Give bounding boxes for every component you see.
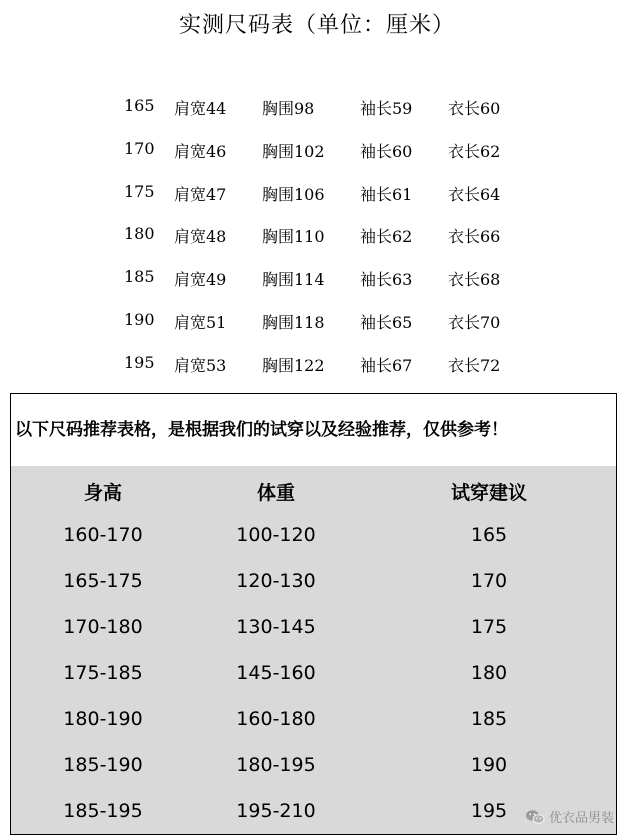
size-cell: 195	[124, 352, 155, 372]
length-cell: 衣长64	[448, 184, 501, 204]
measurement-row	[0, 300, 634, 343]
weight-cell: 180-195	[236, 754, 316, 776]
measurement-row	[0, 129, 634, 172]
suggestion-cell: 170	[470, 570, 508, 592]
length-cell: 衣长70	[448, 312, 501, 332]
suggestion-cell: 185	[470, 708, 508, 730]
measurement-row	[0, 343, 634, 386]
sleeve-cell: 袖长61	[360, 184, 413, 204]
size-cell: 180	[124, 224, 155, 244]
measurement-table	[0, 86, 634, 386]
suggestion-cell: 175	[470, 616, 508, 638]
chest-cell: 胸围110	[262, 227, 325, 247]
chest-cell: 胸围102	[262, 141, 325, 161]
weight-cell: 120-130	[236, 570, 316, 592]
size-cell: 165	[124, 96, 155, 115]
sleeve-cell: 袖长59	[360, 99, 413, 118]
shoulder-cell: 肩宽44	[174, 99, 227, 118]
weight-cell: 130-145	[236, 616, 316, 638]
suggestion-cell: 195	[470, 800, 508, 822]
shoulder-cell: 肩宽53	[174, 355, 227, 375]
length-cell: 衣长60	[448, 99, 501, 118]
chest-cell: 胸围114	[262, 270, 325, 290]
header-suggestion: 试穿建议	[450, 482, 528, 504]
suggestion-cell: 180	[470, 662, 508, 684]
measurement-row	[0, 214, 634, 257]
shoulder-cell: 肩宽51	[174, 312, 227, 332]
chest-cell: 胸围106	[262, 184, 325, 204]
chest-cell: 胸围118	[262, 312, 325, 332]
shoulder-cell: 肩宽47	[174, 184, 227, 204]
recommendation-table	[11, 466, 616, 834]
shoulder-cell: 肩宽49	[174, 270, 227, 290]
header-height: 身高	[83, 482, 123, 504]
sleeve-cell: 袖长65	[360, 312, 413, 332]
shoulder-cell: 肩宽48	[174, 227, 227, 247]
length-cell: 衣长62	[448, 141, 501, 161]
height-cell: 185-190	[63, 754, 143, 776]
measurement-row	[0, 172, 634, 215]
sleeve-cell: 袖长63	[360, 270, 413, 290]
shoulder-cell: 肩宽46	[174, 141, 227, 161]
weight-cell: 100-120	[236, 524, 316, 546]
wechat-icon	[525, 809, 545, 825]
height-cell: 185-195	[63, 800, 143, 822]
size-cell: 170	[124, 138, 155, 158]
weight-cell: 145-160	[236, 662, 316, 684]
watermark	[525, 807, 614, 826]
sleeve-cell: 袖长67	[360, 355, 413, 375]
size-cell: 175	[124, 181, 155, 201]
weight-cell: 160-180	[236, 708, 316, 730]
height-cell: 180-190	[63, 708, 143, 730]
height-cell: 160-170	[63, 524, 143, 546]
length-cell: 衣长68	[448, 270, 501, 290]
measurement-row	[0, 257, 634, 300]
recommendation-note: 以下尺码推荐表格，是根据我们的试穿以及经验推荐，仅供参考！	[11, 394, 616, 467]
weight-cell: 195-210	[236, 800, 316, 822]
sleeve-cell: 袖长60	[360, 141, 413, 161]
watermark-text: 优衣品男装	[548, 811, 614, 826]
chest-cell: 胸围98	[262, 99, 315, 118]
size-cell: 185	[124, 267, 155, 287]
page-title: 实测尺码表（单位：厘米）	[178, 13, 455, 38]
height-cell: 175-185	[63, 662, 143, 684]
height-cell: 170-180	[63, 616, 143, 638]
size-cell: 190	[124, 309, 155, 329]
chest-cell: 胸围122	[262, 355, 325, 375]
header-weight: 体重	[256, 482, 296, 504]
sleeve-cell: 袖长62	[360, 227, 413, 247]
suggestion-cell: 190	[470, 754, 508, 776]
recommendation-box	[10, 393, 617, 835]
length-cell: 衣长72	[448, 355, 501, 375]
height-cell: 165-175	[63, 570, 143, 592]
length-cell: 衣长66	[448, 227, 501, 247]
measurement-row	[0, 86, 634, 129]
suggestion-cell: 165	[470, 524, 508, 546]
